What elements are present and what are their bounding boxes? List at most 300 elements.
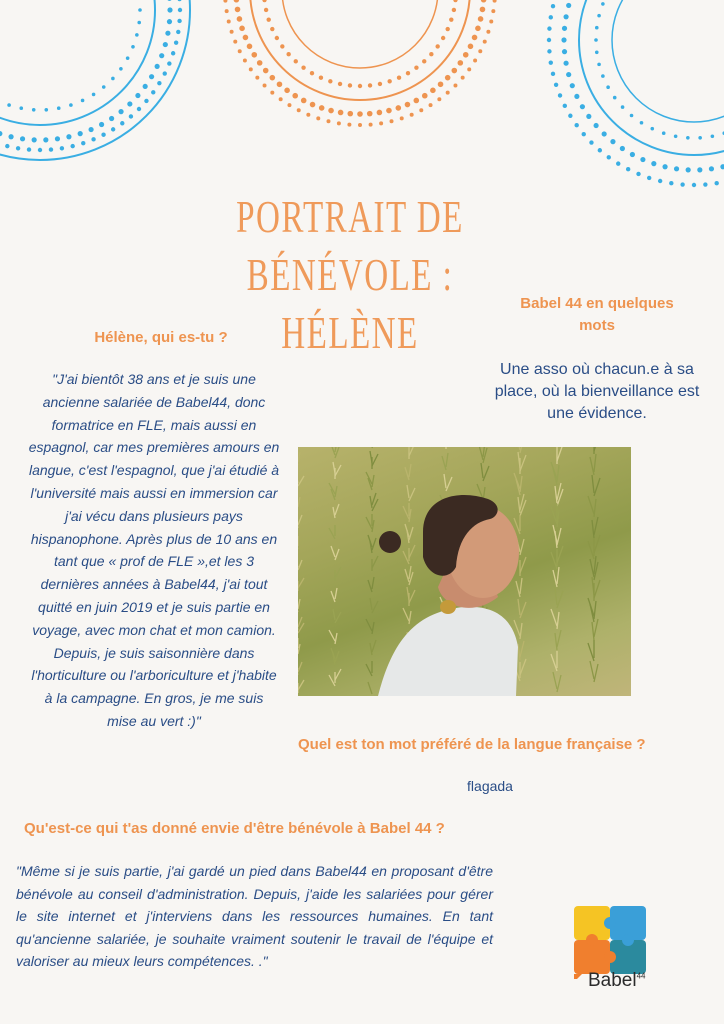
grass-blade	[335, 486, 337, 497]
mandala-dot	[270, 91, 274, 95]
mandala-dot	[574, 123, 578, 127]
logo-name: Babel	[588, 970, 637, 991]
grass-blade	[590, 457, 594, 475]
mandala-dot	[227, 20, 231, 24]
mandala-dot	[316, 116, 320, 120]
mandala-left-decoration	[0, 0, 200, 200]
mandala-dot	[310, 102, 316, 108]
mandala-dot	[251, 52, 257, 58]
mandala-dot	[574, 94, 579, 99]
grass-blade	[298, 452, 300, 462]
mandala-dot	[167, 7, 172, 12]
mandala-dot	[319, 105, 325, 111]
mandala-dot	[640, 157, 645, 162]
mandala-dot	[602, 131, 607, 136]
mandala-dot	[55, 136, 60, 141]
mandala-dot	[481, 0, 487, 3]
mandala-dot	[257, 60, 263, 66]
mandala-dot	[601, 2, 605, 6]
mandala-dot	[422, 59, 426, 63]
mandala-dot	[234, 0, 240, 3]
mandala-dot	[32, 108, 36, 112]
mandala-dot	[233, 40, 237, 44]
grass-blade	[442, 456, 446, 470]
mandala-dot	[5, 144, 9, 148]
mandala-dot	[406, 71, 410, 75]
mandala-center-decoration	[205, 0, 515, 160]
grass-blade	[516, 447, 520, 450]
mandala-dot	[358, 84, 362, 88]
mandala-dot	[606, 85, 610, 89]
mandala-dot	[137, 107, 141, 111]
grass-blade	[514, 473, 520, 489]
mandala-dot	[275, 36, 279, 40]
grass-blade	[372, 601, 378, 613]
mandala-dot	[377, 110, 383, 116]
mandala-dot	[563, 14, 568, 19]
mandala-dot	[595, 50, 599, 54]
mandala-dot	[396, 105, 402, 111]
mandala-dot	[709, 166, 714, 171]
mandala-dot	[163, 42, 168, 47]
grass-blade	[331, 546, 335, 557]
mandala-dot	[263, 83, 267, 87]
mandala-dot	[337, 121, 341, 125]
mandala-dot	[230, 30, 234, 34]
mandala-dot	[621, 105, 625, 109]
grass-blade	[335, 549, 339, 560]
grass-blade	[520, 659, 526, 675]
grass-blade	[594, 478, 600, 496]
mandala-dot	[155, 64, 160, 69]
grass-blade	[405, 467, 409, 480]
mandala-dot	[493, 0, 497, 3]
mandala-dot	[0, 131, 2, 136]
grass-blade	[335, 633, 337, 644]
mandala-dot	[720, 164, 724, 169]
grass-blade	[590, 661, 594, 679]
mandala-dot	[662, 164, 667, 169]
mandala-dot	[435, 44, 439, 48]
mandala-dot	[452, 8, 456, 12]
grass-blade	[335, 669, 341, 680]
mandala-dot	[491, 9, 495, 13]
grass-blade	[588, 598, 594, 616]
mandala-dot	[165, 31, 170, 36]
mandala-dot	[489, 20, 493, 24]
grass-blade	[551, 462, 557, 479]
grass-blade	[590, 559, 594, 577]
mandala-dot	[630, 114, 634, 118]
grass-blade	[333, 507, 335, 518]
mandala-dot	[483, 40, 487, 44]
grass-blade	[520, 447, 524, 453]
grass-blade	[557, 567, 559, 584]
mandala-dot	[91, 137, 95, 141]
mandala-dot	[297, 108, 301, 112]
grass-blade	[551, 654, 557, 671]
grass-blade	[372, 538, 376, 550]
mandala-dot	[19, 106, 23, 110]
mandala-dot	[284, 88, 290, 94]
mandala-dot	[369, 123, 373, 127]
mandala-dot	[32, 137, 37, 142]
mandala-dot	[171, 51, 175, 55]
mandala-dot	[566, 72, 571, 77]
grass-blade	[403, 506, 409, 519]
grass-blade	[370, 496, 372, 508]
grass-blade	[516, 581, 520, 597]
mandala-dot	[711, 134, 715, 138]
grass-blade	[551, 609, 557, 626]
grass-blade	[409, 545, 415, 558]
grass-blade	[555, 633, 557, 650]
grass-blade	[588, 643, 594, 661]
grass-blade	[372, 454, 378, 466]
grass-blade	[372, 640, 376, 652]
mandala-dot	[647, 176, 651, 180]
mandala-dot	[138, 8, 142, 12]
grass-blade	[520, 476, 522, 492]
mandala-dot	[551, 72, 555, 76]
grass-blade	[409, 447, 415, 456]
mandala-dot	[338, 82, 342, 86]
mandala-dot	[163, 71, 167, 75]
mandala-dot	[714, 181, 718, 185]
mandala-dot	[243, 59, 247, 63]
grass-blade	[368, 682, 372, 694]
grass-blade	[588, 541, 594, 559]
mandala-dot	[277, 81, 283, 87]
mandala-dot	[38, 148, 42, 152]
grass-blade	[372, 556, 378, 568]
mandala-dot	[451, 68, 457, 74]
mandala-dot	[101, 133, 105, 137]
mandala-dot	[441, 36, 445, 40]
grass-blade	[335, 504, 339, 515]
mandala-dot	[70, 144, 74, 148]
grass-blade	[557, 447, 563, 461]
mandala-dot	[287, 103, 291, 107]
grass-blade	[405, 569, 409, 582]
grass-blade	[555, 588, 557, 605]
grass-blade	[298, 662, 302, 672]
mandala-dot	[387, 79, 391, 83]
mandala-dot	[167, 0, 172, 1]
mandala-dot	[270, 27, 274, 31]
grass-blade	[553, 570, 557, 587]
mandala-dot	[601, 74, 605, 78]
grass-blade	[520, 557, 526, 573]
mandala-dot	[177, 0, 181, 1]
mandala-dot	[586, 114, 591, 119]
mandala-dot	[692, 183, 696, 187]
grass-blade	[333, 462, 335, 473]
mandala-dot	[174, 40, 178, 44]
grass-blade	[409, 527, 413, 540]
grass-blade	[594, 580, 600, 598]
grass-blade	[298, 497, 300, 507]
mandala-dot	[561, 37, 566, 42]
mandala-dot	[43, 137, 48, 142]
mandala-dot	[686, 167, 691, 172]
mandala-dot	[249, 67, 253, 71]
mandala-dot	[438, 81, 444, 87]
mandala-dot	[562, 49, 567, 54]
mandala-dot	[437, 97, 441, 101]
mandala-dot	[223, 0, 227, 3]
grass-blade	[520, 602, 526, 618]
mandala-dot	[468, 43, 474, 49]
grass-blade	[372, 577, 374, 589]
grass-blade	[329, 675, 335, 686]
mandala-dot	[594, 38, 598, 42]
mandala-dot	[626, 167, 630, 171]
mandala-dot	[294, 59, 298, 63]
mandala-dot	[429, 52, 433, 56]
mandala-dot	[127, 101, 132, 106]
mandala-dot	[7, 103, 11, 107]
mandala-dot	[292, 93, 298, 99]
mandala-dot	[636, 172, 640, 176]
mandala-dot	[410, 113, 414, 117]
grass-blade	[518, 497, 520, 513]
mandala-dot	[570, 83, 575, 88]
mandala-dot	[616, 161, 620, 165]
right-section-text: Une asso où chacun.e à sa place, où la bienveillance est une évidence.	[494, 361, 700, 422]
mandala-dot	[620, 146, 625, 151]
grass-blade	[366, 619, 372, 631]
mandala-dot	[429, 103, 433, 107]
grass-blade	[298, 515, 302, 525]
grass-blade	[557, 675, 561, 692]
mandala-dot	[44, 108, 48, 112]
mandala-dot	[551, 4, 555, 8]
mandala-dot	[674, 166, 679, 171]
mandala-dot	[674, 134, 678, 138]
grass-blade	[444, 474, 446, 488]
mandala-dot	[414, 65, 418, 69]
mandala-dot	[178, 8, 182, 12]
grass-blade	[557, 591, 563, 608]
grass-blade	[588, 496, 594, 514]
grass-blade	[514, 620, 520, 636]
mandala-dot	[580, 104, 585, 109]
grass-blade	[557, 630, 561, 647]
mandala-dot	[167, 61, 171, 65]
mandala-dot	[419, 108, 423, 112]
mandala-dot	[149, 74, 154, 79]
mandala-dot	[159, 53, 164, 58]
mandala-dot	[453, 0, 457, 2]
mandala-dot	[263, 68, 269, 74]
mandala-dot	[446, 27, 450, 31]
puzzle-logo-icon	[570, 904, 650, 979]
mandala-dot	[338, 110, 344, 116]
mandala-dot	[698, 136, 702, 140]
grass-blade	[335, 567, 341, 578]
favorite-word-heading: Quel est ton mot préféré de la langue française ?	[298, 736, 646, 753]
mandala-dot	[135, 93, 140, 98]
mandala-dot	[597, 63, 601, 67]
volunteer-section-text: "Même si je suis partie, j'ai gardé un pied dans Babel44 en proposant d'être bénévole au conseil d'administration. Depuis, j'aide les salariées pour gérer le site internet et j'interviens dans les ressources humaines. En tant qu'ancienne salariée, je souhaite vraiment soutenir le travail de l'équipe et valoriser au mieux leurs compétences. ."	[16, 863, 493, 970]
grass-blade	[407, 485, 409, 498]
grass-blade	[594, 535, 600, 553]
grass-blade	[368, 580, 372, 592]
mandala-dot	[137, 21, 141, 25]
mandala-dot	[379, 121, 383, 125]
volunteer-section-heading: Qu'est-ce qui t'as donné envie d'être bénévole à Babel 44 ?	[24, 820, 445, 837]
mandala-dot	[397, 76, 401, 80]
mandala-dot	[463, 52, 469, 58]
mandala-dot	[279, 97, 283, 101]
mandala-dot	[610, 139, 615, 144]
right-section-heading: Babel 44 en quelques mots	[520, 295, 674, 334]
mandala-dot	[102, 85, 106, 89]
mandala-dot	[480, 7, 486, 13]
grass-blade	[446, 477, 452, 491]
grass-blade	[335, 447, 337, 452]
mandala-dot	[111, 127, 115, 131]
grass-blade	[366, 517, 372, 529]
grass-blade	[520, 623, 522, 639]
grass-blade	[409, 488, 415, 501]
grass-blade	[557, 465, 559, 482]
mandala-right-decoration	[524, 0, 724, 210]
grass-blade	[592, 520, 594, 538]
grass-blade	[594, 447, 600, 451]
mandala-dot	[413, 98, 419, 104]
mandala-dot	[99, 122, 104, 127]
mandala-dot	[562, 26, 567, 31]
mandala-dot	[669, 181, 673, 185]
mandala-dot	[328, 79, 332, 83]
mandala-dot	[422, 93, 428, 99]
mandala-dot	[151, 90, 155, 94]
grass-blade	[520, 578, 522, 594]
mandala-dot	[16, 146, 20, 150]
grass-blade	[368, 535, 372, 547]
mandala-dot	[640, 121, 644, 125]
mandala-dot	[568, 114, 572, 118]
mandala-dot	[301, 98, 307, 104]
mandala-dot	[630, 152, 635, 157]
grass-blade	[553, 672, 557, 689]
grass-blade	[298, 680, 304, 690]
grass-blade	[335, 588, 337, 599]
mandala-dot	[8, 134, 13, 139]
mandala-dot	[326, 119, 330, 123]
grass-blade	[298, 599, 300, 609]
mandala-dot	[607, 155, 611, 159]
mandala-dot	[357, 111, 363, 117]
mandala-dot	[286, 52, 290, 56]
grass-blade	[298, 617, 302, 627]
mandala-dot	[301, 65, 305, 69]
mandala-dot	[20, 136, 25, 141]
logo-wordmark	[588, 970, 646, 992]
mandala-dot	[129, 114, 133, 118]
mandala-dot	[566, 3, 571, 8]
mandala-dot	[238, 49, 242, 53]
grass-blade	[479, 447, 483, 460]
grass-blade	[329, 630, 335, 641]
mandala-dot	[430, 88, 436, 94]
left-section-heading: Hélène, qui es-tu ?	[94, 329, 228, 346]
grass-blade	[557, 528, 561, 545]
left-section-text: "J'ai bientôt 38 ans et je suis une ancienne salariée de Babel44, donc formatrice en FLE, mais aussi en espagnol, car mes premières amours en langue, c'est l'espagnol, que j'ai étudié à l'université mais aussi en immersion car j'ai vécu dans plusieurs pays hispanophone. Après plus de 10 ans en tant que « prof de FLE »,et les 3 dernières années à Babel44, j'ai tout quitté en juin 2019 et je suis partie en voyage, avec mon chat et mon camion. Depuis, je suis saisonnière dans l'horticulture ou l'arboriculture et j'habite à la campagne. En gros, je me suis mise au vert :)"	[28, 371, 280, 729]
mandala-dot	[60, 146, 64, 150]
mandala-dot	[367, 111, 373, 117]
mandala-dot	[390, 119, 394, 123]
mandala-dot	[658, 179, 662, 183]
mandala-dot	[475, 26, 481, 32]
mandala-dot	[486, 30, 490, 34]
grass-blade	[551, 507, 557, 524]
grass-blade	[370, 598, 372, 610]
grass-blade	[405, 524, 409, 537]
grass-blade	[333, 609, 335, 620]
mandala-dot	[135, 33, 139, 37]
mandala-dot	[237, 16, 243, 22]
mandala-dot	[386, 108, 392, 114]
grass-blade	[518, 644, 520, 660]
grass-blade	[335, 612, 341, 623]
mandala-dot	[697, 167, 702, 172]
mandala-dot	[563, 61, 568, 66]
mandala-dot	[458, 60, 464, 66]
grass-blade	[372, 622, 374, 634]
mandala-dot	[582, 132, 586, 136]
grass-blade	[403, 551, 409, 564]
grass-blade	[551, 552, 557, 569]
grass-blade	[335, 465, 341, 476]
mandala-dot	[478, 16, 484, 22]
mandala-dot	[703, 182, 707, 186]
mandala-dot	[595, 26, 599, 30]
mandala-dot	[478, 49, 482, 53]
babel44-logo	[570, 904, 670, 1004]
grass-blade	[520, 539, 524, 555]
mandala-dot	[88, 127, 93, 132]
grass-blade	[518, 599, 520, 615]
grass-blade	[594, 499, 596, 517]
grass-blade	[483, 466, 489, 481]
mandala-dot	[446, 91, 450, 95]
grass-blade	[409, 464, 411, 477]
grass-blade	[298, 476, 304, 486]
grass-blade	[335, 651, 339, 662]
grass-blade	[594, 619, 598, 637]
mandala-dot	[400, 116, 404, 120]
grass-blade	[329, 528, 335, 539]
mandala-dot	[445, 75, 451, 81]
mandala-dot	[594, 123, 599, 128]
mandala-dot	[348, 83, 352, 87]
grass-blade	[557, 612, 559, 629]
mandala-dot	[461, 76, 465, 80]
mandala-dot	[111, 77, 115, 81]
grass-blade	[592, 622, 594, 640]
mandala-dot	[144, 99, 148, 103]
grass-blade	[555, 486, 557, 503]
grass-blade	[409, 566, 411, 579]
grass-blade	[520, 641, 524, 657]
mandala-dot	[247, 43, 253, 49]
mandala-dot	[280, 44, 284, 48]
mandala-dot	[662, 131, 666, 135]
grass-blade	[331, 591, 335, 602]
